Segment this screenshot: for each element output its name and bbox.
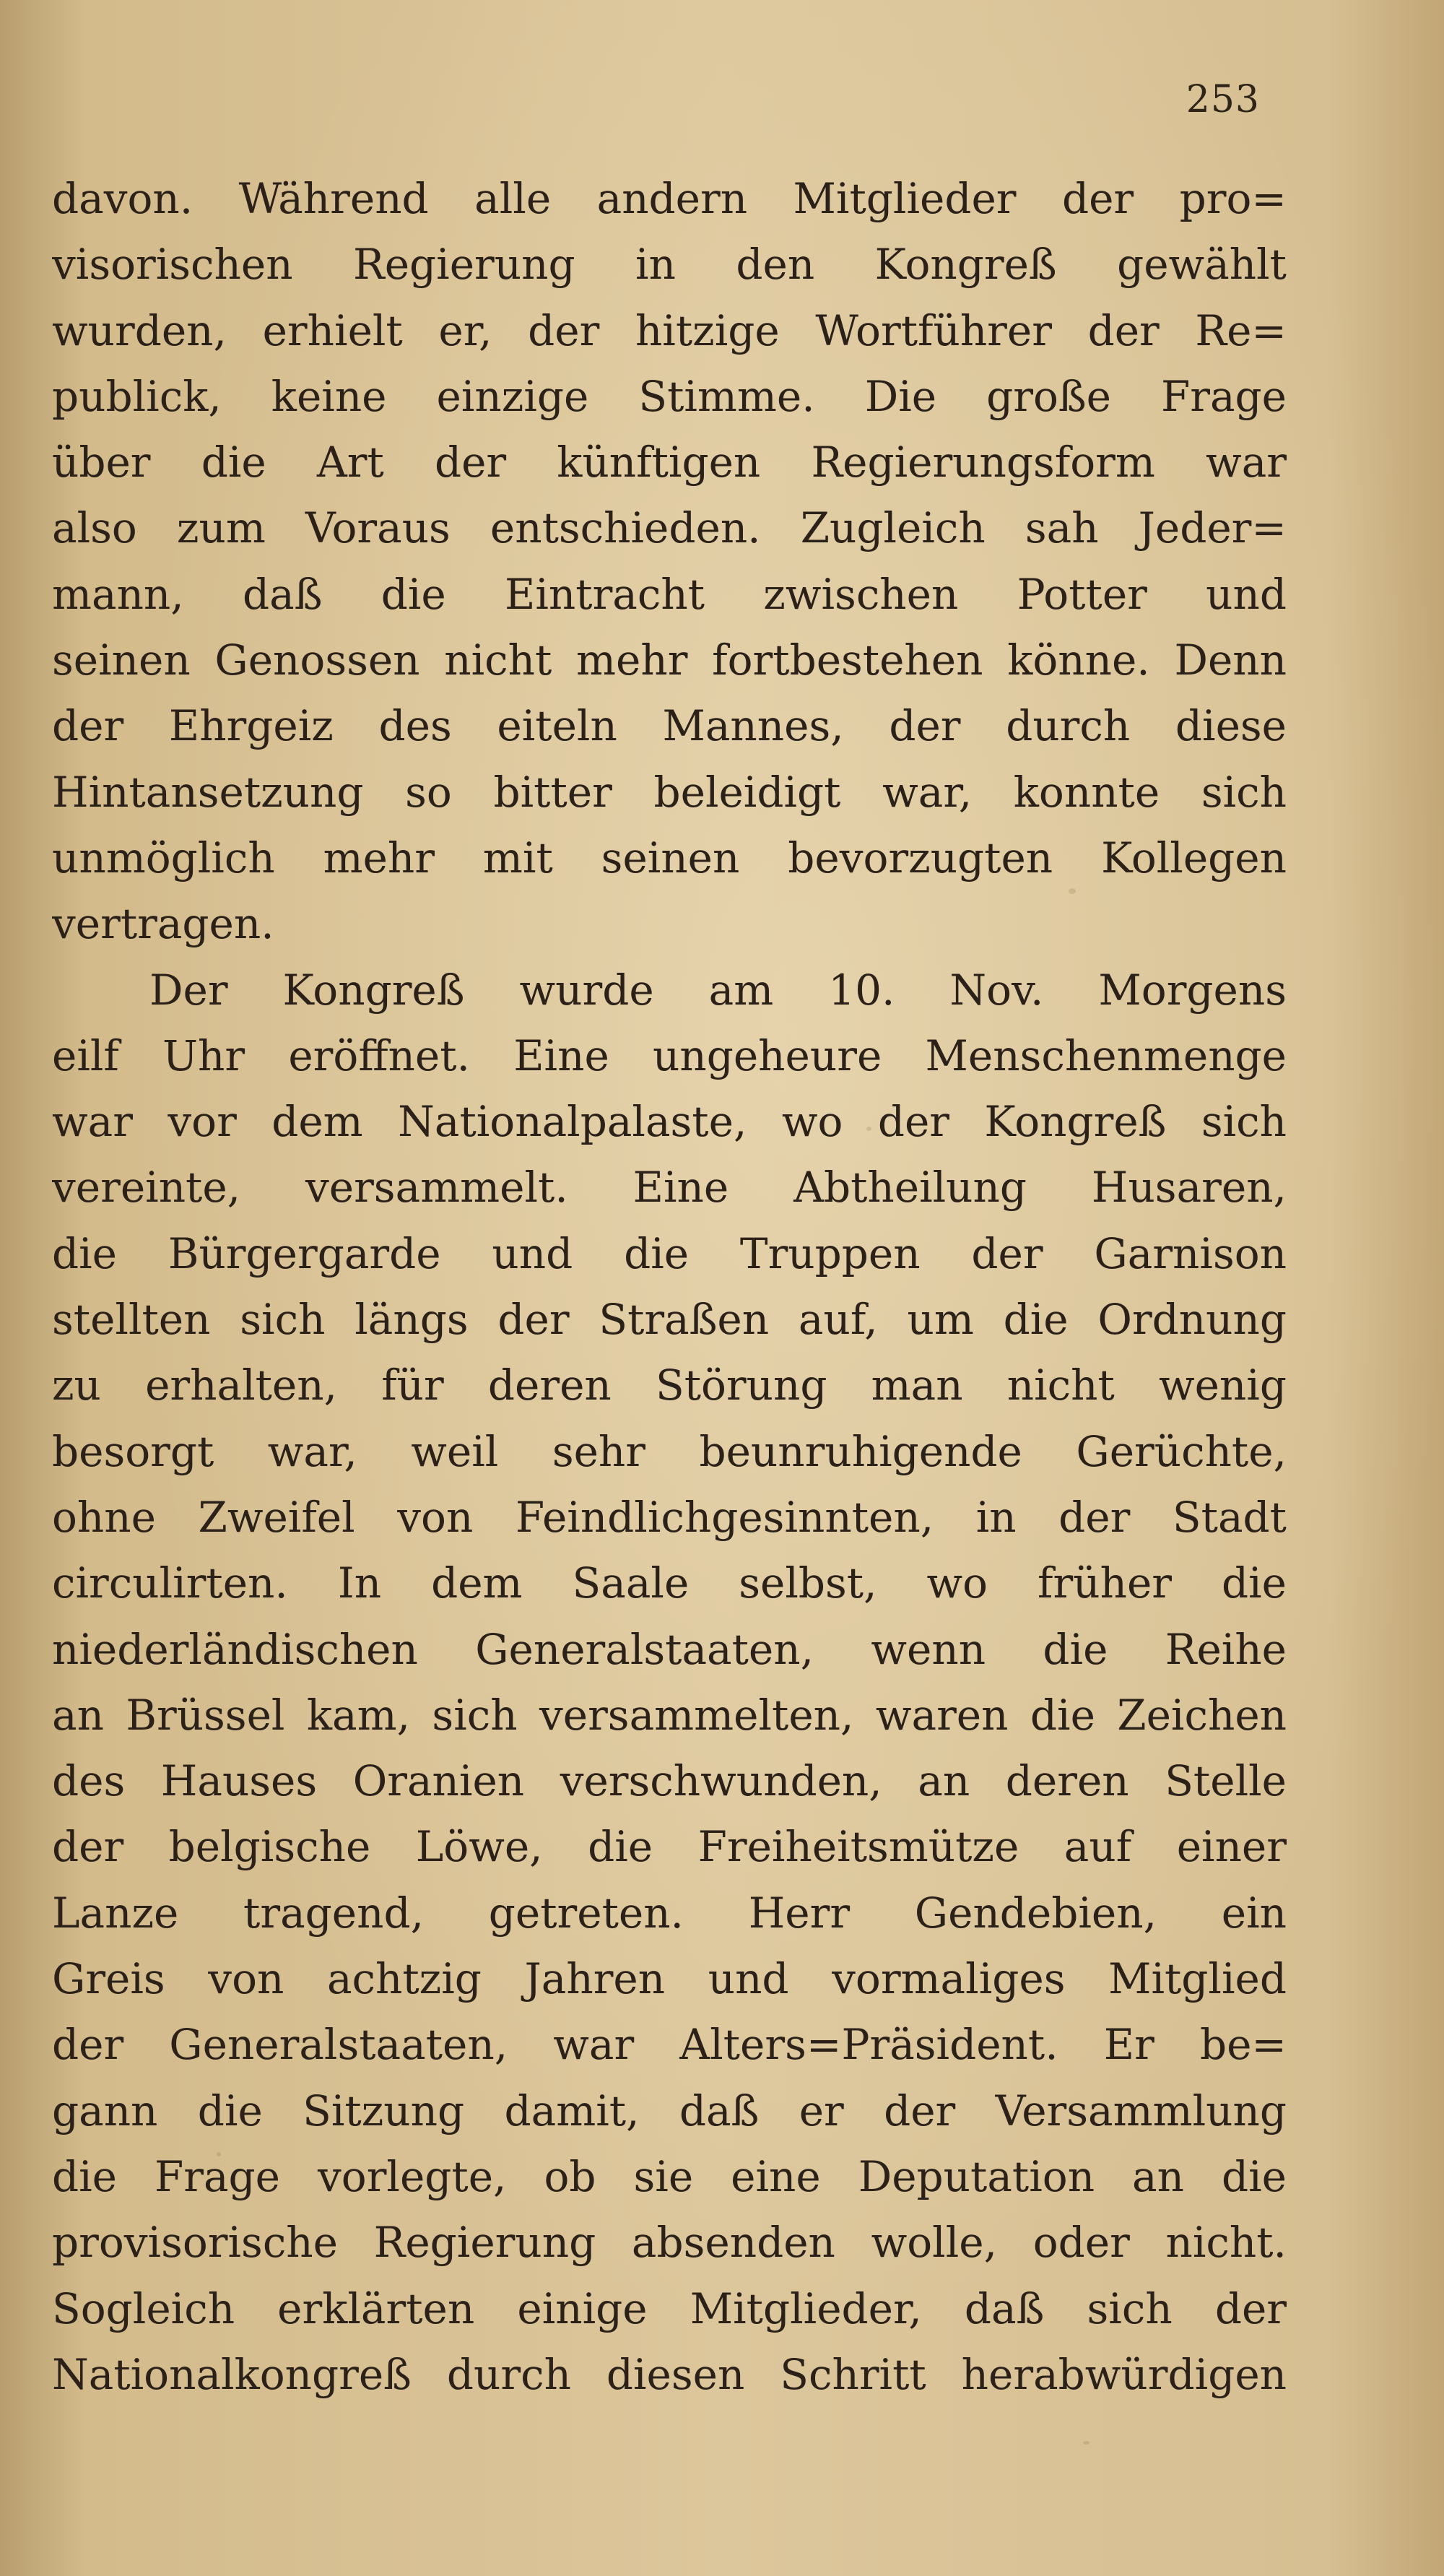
text-line: über die Art der künftigen Regierungsform war — [52, 438, 1287, 487]
text-line: an Brüssel kam, sich versammelten, waren die Zeichen — [52, 1690, 1287, 1740]
text-line: circulirten. In dem Saale selbst, wo früher die — [52, 1558, 1287, 1608]
text-line: Greis von achtzig Jahren und vormaliges Mitglied — [52, 1954, 1287, 2004]
text-line: zu erhalten, für deren Störung man nicht wenig — [52, 1361, 1287, 1410]
text-line: seinen Genossen nicht mehr fortbestehen könne. Denn — [52, 636, 1287, 685]
text-line: visorischen Regierung in den Kongreß gewählt — [52, 240, 1287, 290]
text-line: publick, keine einzige Stimme. Die große Frage — [52, 371, 1287, 421]
text-line: Sogleich erklärten einige Mitglieder, daß sich der — [52, 2284, 1287, 2333]
paragraph-start-line: Der Kongreß wurde am 10. Nov. Morgens — [149, 965, 1287, 1015]
text-line: davon. Während alle andern Mitglieder der pro= — [52, 174, 1287, 223]
text-line: niederländischen Generalstaaten, wenn die Reihe — [52, 1624, 1287, 1674]
text-line: also zum Voraus entschieden. Zugleich sah Jeder= — [52, 503, 1287, 553]
text-line: der Ehrgeiz des eiteln Mannes, der durch diese — [52, 701, 1287, 751]
text-line: der Generalstaaten, war Alters=Präsident. Er be= — [52, 2020, 1287, 2070]
page-number: 253 — [1186, 78, 1260, 121]
text-line: vereinte, versammelt. Eine Abtheilung Husaren, — [52, 1163, 1287, 1213]
text-line: Nationalkongreß durch diesen Schritt herabwürdigen — [52, 2349, 1287, 2399]
text-line: ohne Zweifel von Feindlichgesinnten, in der Stadt — [52, 1492, 1287, 1542]
text-line: war vor dem Nationalpalaste, wo der Kongreß sich — [52, 1097, 1287, 1147]
text-line: unmöglich mehr mit seinen bevorzugten Kollegen — [52, 833, 1287, 882]
text-line: die Frage vorlegte, ob sie eine Deputation an die — [52, 2151, 1287, 2201]
text-line: besorgt war, weil sehr beunruhigende Gerüchte, — [52, 1426, 1287, 1476]
text-line: vertragen. — [52, 899, 274, 949]
body-text — [52, 166, 1287, 2408]
text-line: die Bürgergarde und die Truppen der Garnison — [52, 1228, 1287, 1278]
text-line: mann, daß die Eintracht zwischen Potter und — [52, 569, 1287, 619]
text-line: gann die Sitzung damit, daß er der Versammlung — [52, 2086, 1287, 2135]
text-line: eilf Uhr eröffnet. Eine ungeheure Menschenmenge — [52, 1031, 1287, 1080]
text-line: Hintansetzung so bitter beleidigt war, konnte sich — [52, 767, 1287, 817]
text-line: des Hauses Oranien verschwunden, an deren Stelle — [52, 1756, 1287, 1806]
paper-stain — [1083, 2441, 1089, 2445]
text-line: wurden, erhielt er, der hitzige Wortführer der Re= — [52, 305, 1287, 355]
text-line: stellten sich längs der Straßen auf, um die Ordnung — [52, 1295, 1287, 1345]
text-line: Lanze tragend, getreten. Herr Gendebien, ein — [52, 1888, 1287, 1938]
text-line: provisorische Regierung absenden wolle, oder nicht. — [52, 2218, 1287, 2268]
text-line: der belgische Löwe, die Freiheitsmütze auf einer — [52, 1822, 1287, 1872]
